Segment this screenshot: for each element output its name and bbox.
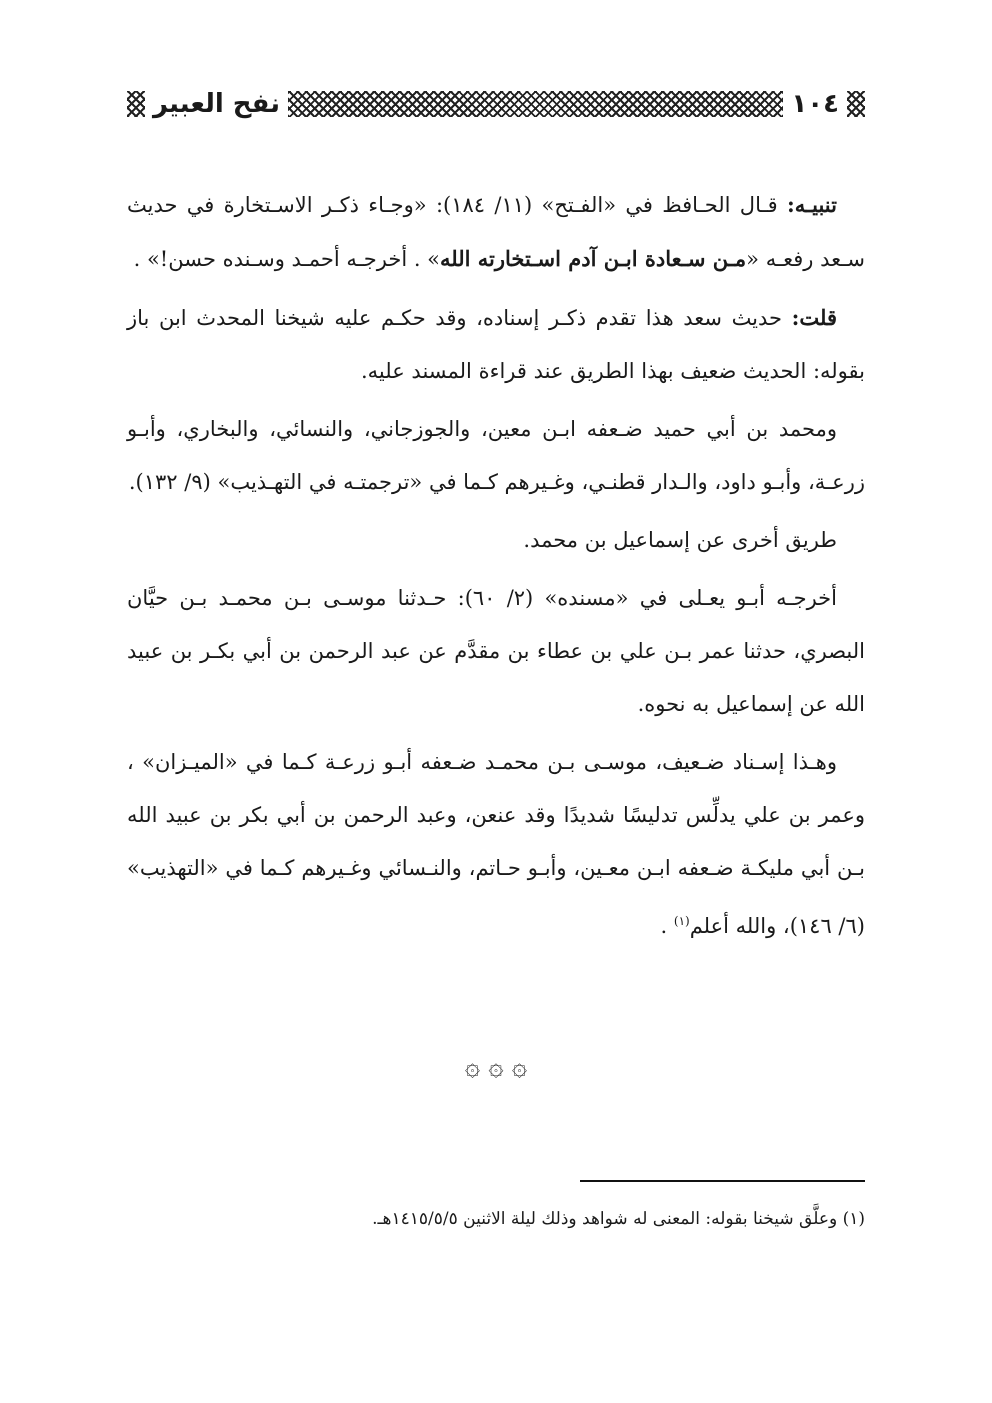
page-body (127, 178, 865, 958)
paragraph-comment (127, 291, 865, 398)
book-title: نفح العبير (153, 89, 281, 119)
paragraph-chain: أخرجـه أبـو يعـلى في «مسنده» (٢/ ٦٠): حـدثنا موسـى بـن محمـد بـن حيَّان البصري، حدثنا عمر بـن علي بن عطاء بن مقدَّم عن عبد الرحمن بن أبي بكـر بن عبيد الله عن إسماعيل به نحوه. (127, 586, 865, 716)
footnote: (١) وعلَّق شيخنا بقوله: المعنى له شواهد وذلك ليلة الاثنين ١٤١٥/٥/٥هـ. (372, 1209, 865, 1229)
hadith-quote: مـن سـعادة ابـن آدم اسـتخارته الله (440, 246, 747, 271)
paragraph-text: قـال الحـافظ في «الفـتح» (١١/ ١٨٤): «وجـاء ذكـر الاسـتخارة في حديث سـعد رفعـه « (127, 193, 865, 271)
paragraph-text: حديث سعد هذا تقدم ذكـر إسناده، وقد حكـم عليه شيخنا المحدث ابن باز بقوله: الحديث ضعيف بهذا الطريق عند قراءة المسند عليه. (127, 306, 865, 383)
page-number: ١٠٤ (791, 89, 839, 119)
paragraph-text: وهـذا إسـناد ضـعيف، موسـى بـن محمـد ضـعفه أبـو زرعـة كـما في «الميـزان» ، وعمر بن علي يدلِّس تدليسًا شديدًا وقد عنعن، وعبد الرحمن بن أبي بكر بن عبيد الله بـن أبي مليكـة ضـعفه ابـن معـين، وأبـو حـاتم، والنـسائي وغـيرهم كـما في «التهذيب» (٦/ ١٤٦)، والله أعلم (127, 750, 865, 938)
ornament-border (127, 91, 145, 117)
paragraph-note (127, 178, 865, 286)
footnote-ref[interactable]: (١) (673, 914, 690, 928)
section-divider: ۞ ۞ ۞ (464, 1052, 528, 1082)
paragraph-narrator: ومحمد بن أبي حميد ضـعفه ابـن معين، والجوزجاني، والنسائي، والبخاري، وأبـو زرعـة، وأبـو داود، والـدار قطنـي، وغـيرهم كـما في «ترجمتـه في التهـذيب» (٩/ ١٣٢). (127, 417, 865, 494)
footnote-rule (580, 1180, 865, 1182)
paragraph-heading: طريق أخرى عن إسماعيل بن محمد. (523, 528, 837, 552)
paragraph-text: . (660, 914, 674, 938)
ornament-border (847, 91, 865, 117)
comment-label: قلت: (791, 305, 837, 330)
ornament-border (288, 91, 783, 117)
paragraph-evaluation (127, 736, 865, 953)
page-header (127, 84, 865, 124)
note-label: تنبيـه: (786, 192, 837, 217)
paragraph-text: » . أخرجـه أحمـد وسـنده حسن!» . (133, 247, 441, 271)
